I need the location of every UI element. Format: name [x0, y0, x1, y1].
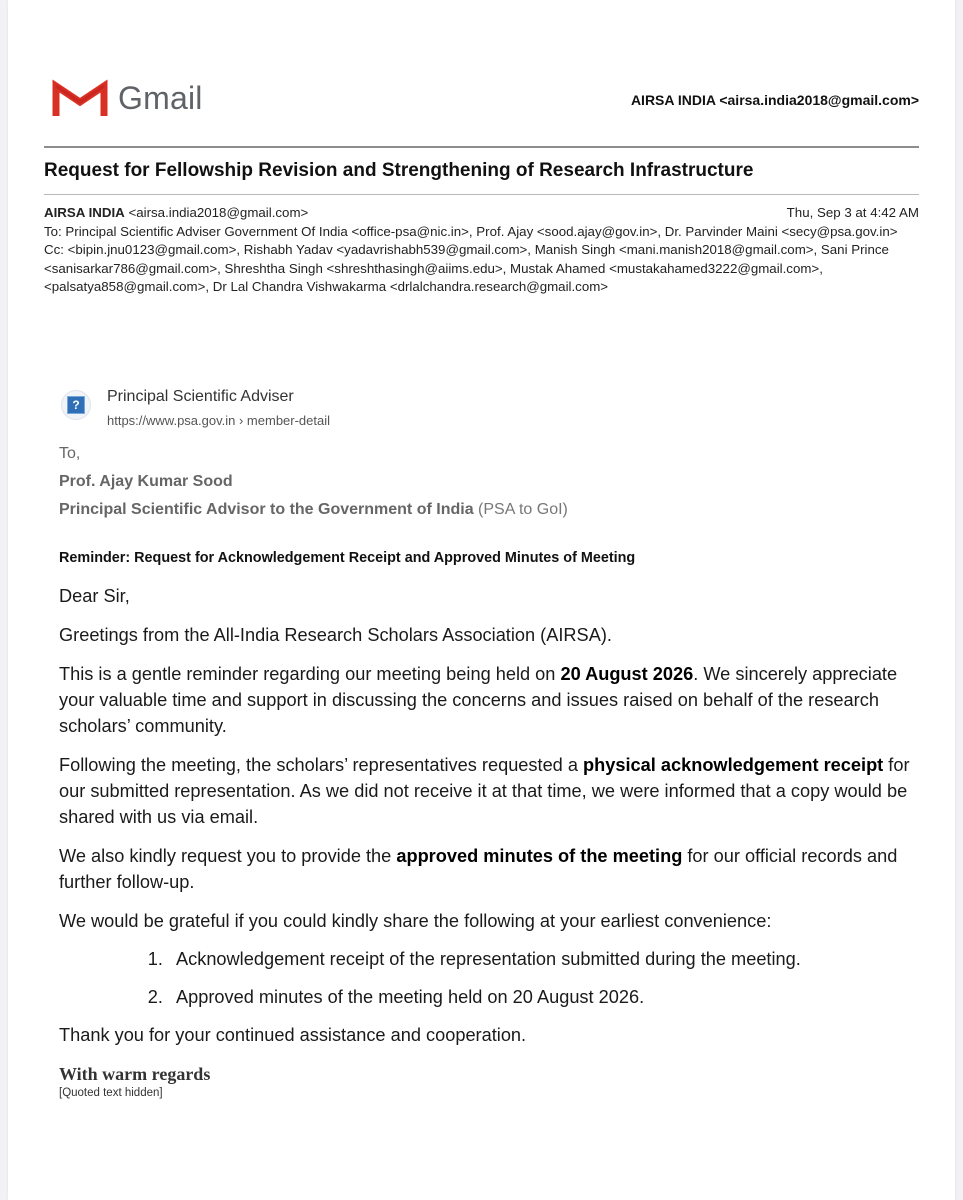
list-item: 1. Acknowledgement receipt of the representation submitted during the meeting. [168, 946, 919, 972]
to-recipients: To: Principal Scientific Adviser Government Of India <office-psa@nic.in>, Prof. Ajay <sood.ajay@gov.in>, Dr. Parvinder Maini <secy@psa.gov.in> [44, 223, 898, 239]
sender [44, 204, 308, 223]
link-preview-title[interactable]: Principal Scientific Adviser [107, 388, 294, 405]
link-preview-card[interactable] [59, 386, 919, 432]
receipt-emphasis: physical acknowledgement receipt [583, 755, 884, 775]
salutation: Dear Sir, [59, 586, 130, 606]
greeting-paragraph: Greetings from the All-India Research Scholars Association (AIRSA). [59, 625, 612, 645]
from-row [44, 204, 919, 223]
link-preview-text [107, 386, 330, 432]
email-subject: Request for Fellowship Revision and Strengthening of Research Infrastructure [44, 160, 754, 181]
gmail-logo-icon [52, 78, 108, 118]
reminder-heading: Reminder: Request for Acknowledgement Receipt and Approved Minutes of Meeting [59, 550, 636, 566]
gmail-wordmark: Gmail [118, 80, 203, 116]
cc-recipients: Cc: <bipin.jnu0123@gmail.com>, Rishabh Yadav <yadavrishabh539@gmail.com>, Manish Singh <mani.manish2018@gmail.com>, Sani Prince <sanisarkar786@gmail.com>, Shreshtha Singh <shreshthasingh@aiims.edu>, Mustak Ahamed <mustakahamed3222@gmail.com>, <palsatya858@gmail.com>, Dr Lal Chandra Vishwakarma <drlalchandra.research@gmail.com> [44, 242, 889, 295]
receipt-text-start: Following the meeting, the scholars’ representatives requested a [59, 755, 584, 775]
recipient-name: Prof. Ajay Kumar Sood [59, 473, 233, 490]
letter-addressee [59, 440, 919, 524]
list-item: 2. Approved minutes of the meeting held on 20 August 2026. [168, 984, 919, 1010]
header-divider [44, 146, 919, 148]
minutes-emphasis: approved minutes of the meeting [396, 846, 683, 866]
email-print-sheet [8, 0, 955, 1200]
meeting-text-start: This is a gentle reminder regarding our meeting being held on [59, 664, 561, 684]
account-address: AIRSA INDIA <airsa.india2018@gmail.com> [630, 92, 919, 108]
gmail-brand [52, 78, 203, 118]
meeting-date: 20 August 2026 [560, 664, 694, 684]
sender-name: AIRSA INDIA [44, 205, 125, 220]
to-label: To, [59, 445, 81, 462]
email-body [59, 386, 919, 1099]
broken-image-icon [61, 390, 91, 420]
request-intro-paragraph: We would be grateful if you could kindly share the following at your earliest convenience: [59, 911, 772, 931]
recipient-title-line [59, 496, 919, 524]
email-date: Thu, Sep 3 at 4:42 AM [786, 205, 919, 220]
minutes-paragraph [59, 843, 919, 895]
quoted-text-toggle[interactable]: [Quoted text hidden] [59, 1087, 163, 1099]
subject-divider [44, 194, 919, 195]
signoff: With warm regards [59, 1064, 211, 1084]
request-list [59, 946, 919, 1010]
receipt-text-end: for our submitted representation. As we did not receive it at that time, we were informed that a copy would be shared with us via email. [59, 755, 910, 827]
minutes-text-start: We also kindly request you to provide the [59, 846, 397, 866]
recipient-title: Principal Scientific Advisor to the Government of India [59, 501, 474, 518]
meeting-text-end: . We sincerely appreciate your valuable time and support in discussing the concerns and issues raised on behalf of the research scholars’ community. [59, 664, 898, 736]
email-meta [44, 204, 919, 297]
receipt-paragraph [59, 752, 919, 830]
thanks-paragraph: Thank you for your continued assistance and cooperation. [59, 1025, 527, 1045]
recipient-abbrev: (PSA to GoI) [478, 501, 568, 518]
meeting-paragraph [59, 661, 919, 739]
link-preview-url[interactable]: https://www.psa.gov.in › member-detail [107, 413, 331, 428]
sender-email: <airsa.india2018@gmail.com> [128, 205, 309, 220]
minutes-text-end: for our official records and further follow-up. [59, 846, 898, 892]
question-mark-icon: ? [67, 396, 85, 414]
